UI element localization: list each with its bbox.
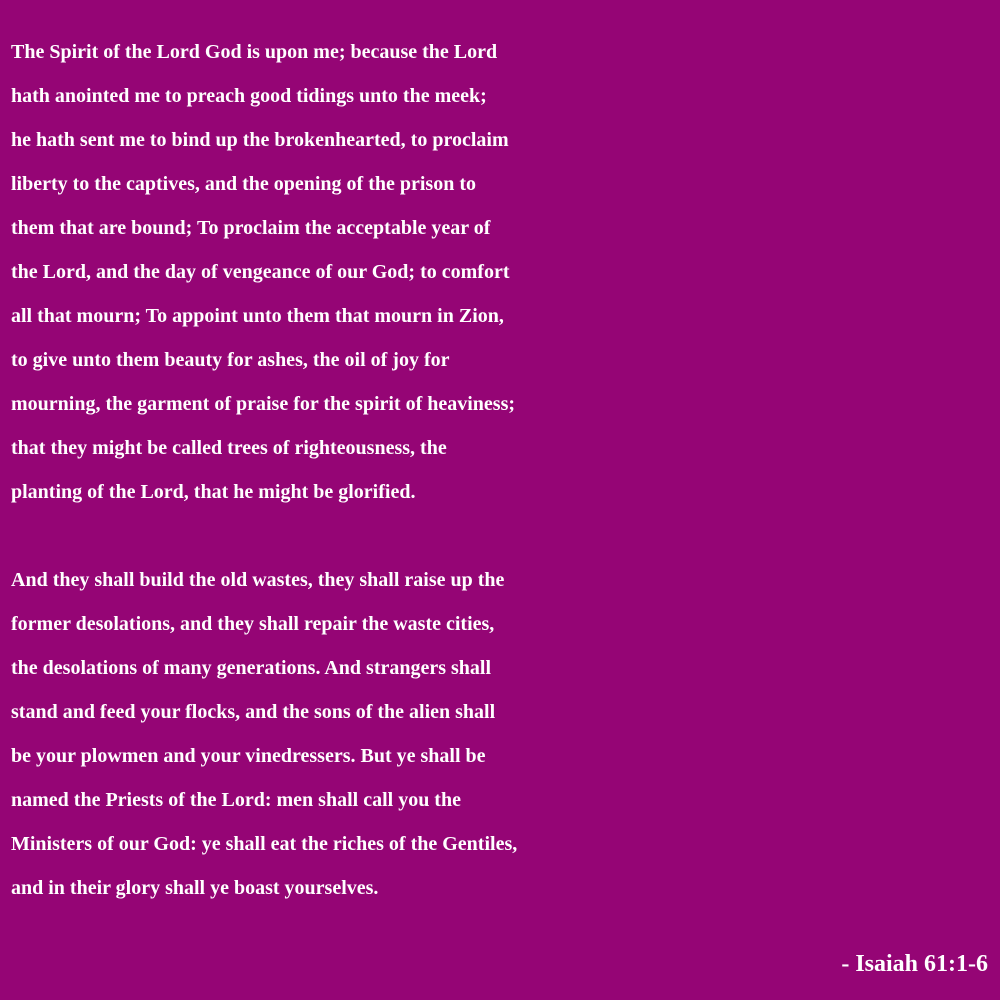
passage-line: be your plowmen and your vinedressers. But ye shall be: [11, 745, 486, 767]
paragraph-2: [11, 558, 996, 910]
passage-line: the Lord, and the day of vengeance of our God; to comfort: [11, 261, 510, 283]
passage-line: and in their glory shall ye boast yourselves.: [11, 877, 379, 899]
scripture-passage: [11, 30, 996, 910]
paragraph-spacer: [11, 514, 996, 558]
paragraph-1: [11, 30, 996, 514]
passage-line: them that are bound; To proclaim the acceptable year of: [11, 217, 491, 239]
passage-line: liberty to the captives, and the opening of the prison to: [11, 173, 476, 195]
passage-line: that they might be called trees of righteousness, the: [11, 437, 447, 459]
passage-line: to give unto them beauty for ashes, the oil of joy for: [11, 349, 450, 371]
passage-line: the desolations of many generations. And strangers shall: [11, 657, 492, 679]
passage-line: named the Priests of the Lord: men shall call you the: [11, 789, 461, 811]
passage-line: all that mourn; To appoint unto them that mourn in Zion,: [11, 305, 504, 327]
passage-line: he hath sent me to bind up the brokenhearted, to proclaim: [11, 129, 509, 151]
scripture-citation: - Isaiah 61:1-6: [841, 951, 988, 977]
passage-line: The Spirit of the Lord God is upon me; because the Lord: [11, 41, 498, 63]
passage-line: hath anointed me to preach good tidings unto the meek;: [11, 85, 487, 107]
passage-line: Ministers of our God: ye shall eat the riches of the Gentiles,: [11, 833, 518, 855]
passage-line: And they shall build the old wastes, they shall raise up the: [11, 569, 505, 591]
passage-line: planting of the Lord, that he might be glorified.: [11, 481, 416, 503]
passage-line: former desolations, and they shall repair the waste cities,: [11, 613, 495, 635]
passage-line: mourning, the garment of praise for the spirit of heaviness;: [11, 393, 516, 415]
passage-line: stand and feed your flocks, and the sons of the alien shall: [11, 701, 496, 723]
